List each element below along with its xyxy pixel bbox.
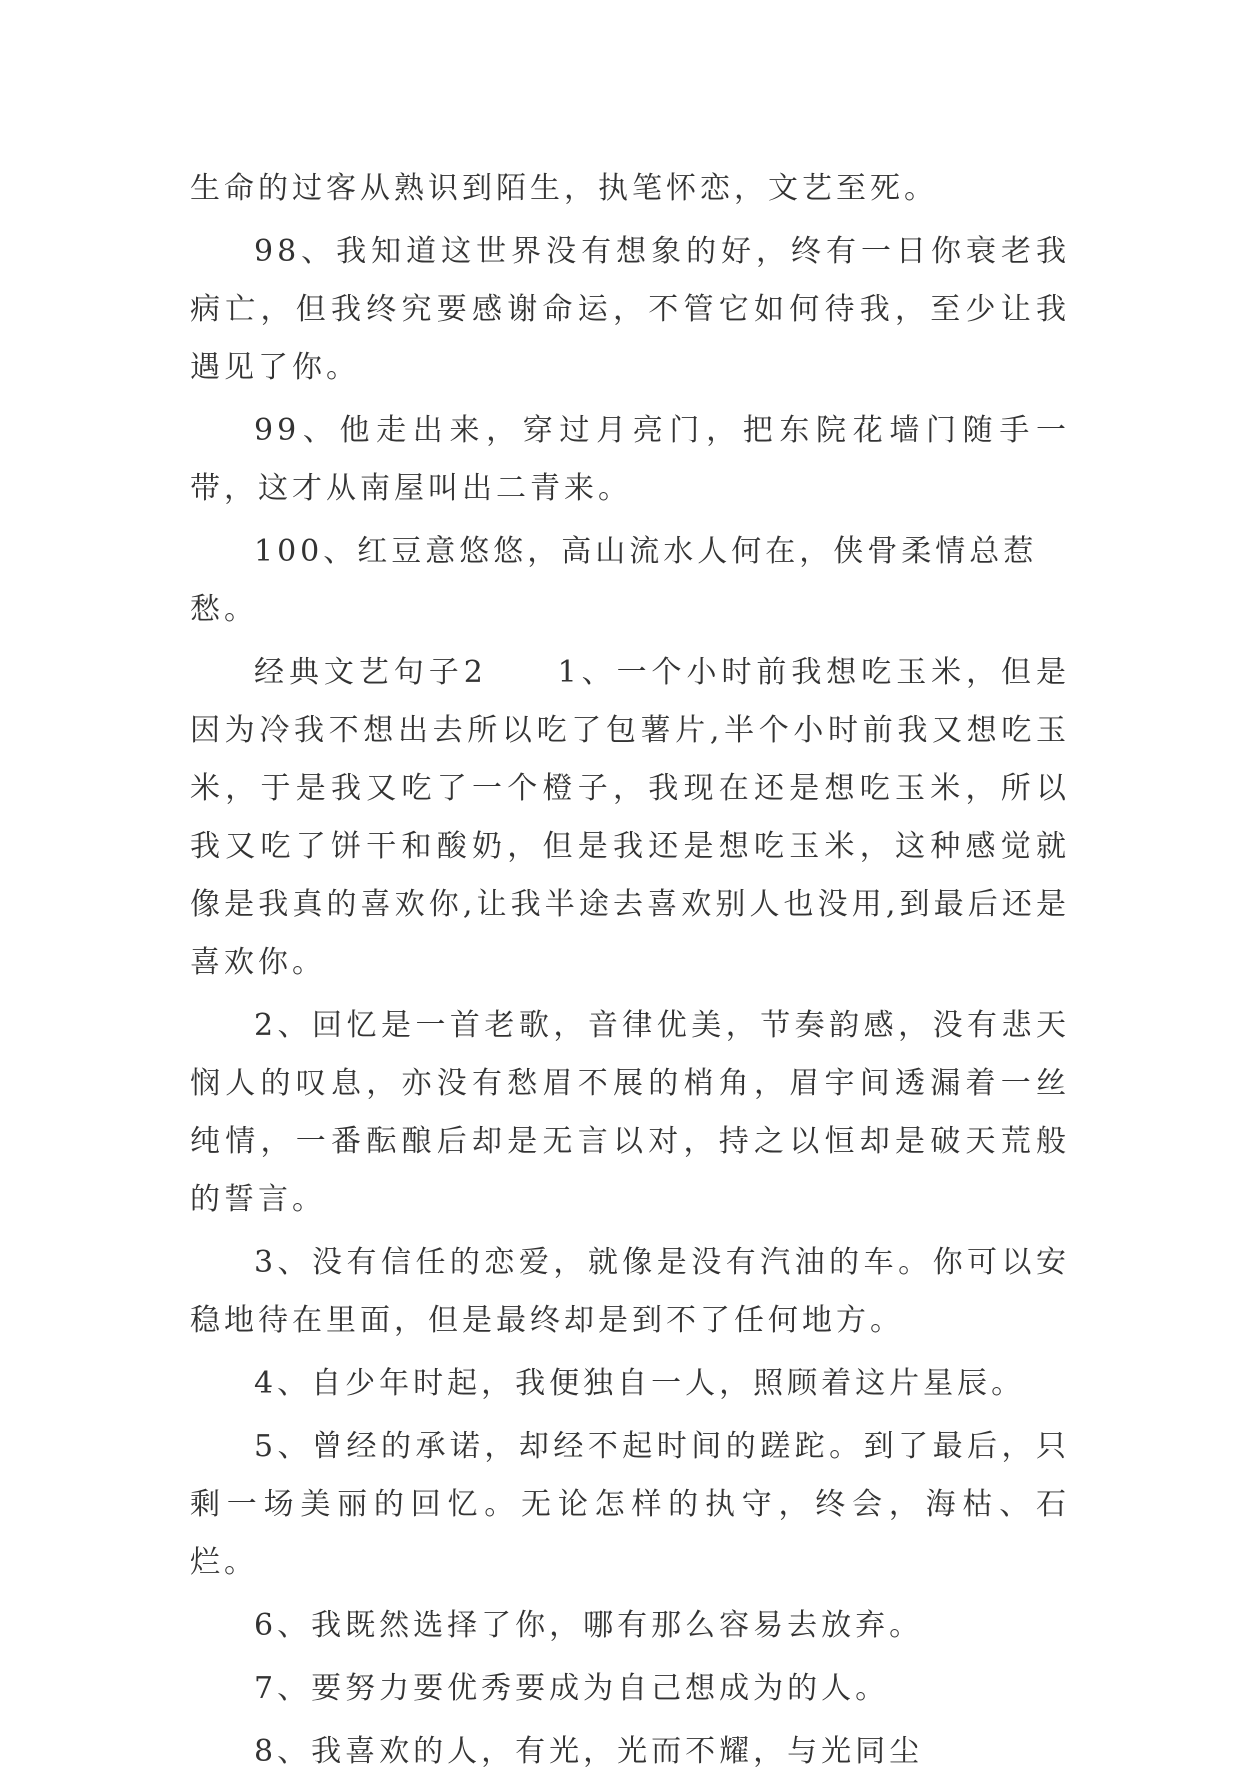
paragraph-continuation: 生命的过客从熟识到陌生，执笔怀恋，文艺至死。 (190, 171, 938, 206)
paragraph-item-6: 6、我既然选择了你，哪有那么容易去放弃。 (254, 1608, 924, 1643)
paragraph-section-heading-item-1: 经典文艺句子2 1、一个小时前我想吃玉米，但是因为冷我不想出去所以吃了包薯片,半个小时前我又想吃玉米，于是我又吃了一个橙子，我现在还是想吃玉米，所以我又吃了饼干和酸奶，但是我还是想吃玉米，这种感觉就像是我真的喜欢你,让我半途去喜欢别人也没用,到最后还是喜欢你。 (190, 655, 1070, 980)
paragraph-item-3: 3、没有信任的恋爱，就像是没有汽油的车。你可以安稳地待在里面，但是最终却是到不了任何地方。 (190, 1245, 1070, 1338)
paragraph-item-100: 100、红豆意悠悠，高山流水人何在，侠骨柔情总惹愁。 (190, 534, 1038, 627)
paragraph-item-7: 7、要努力要优秀要成为自己想成为的人。 (254, 1671, 890, 1706)
paragraph-item-8: 8、我喜欢的人，有光，光而不耀，与光同尘 (254, 1734, 924, 1769)
paragraph-item-99: 99、他走出来，穿过月亮门，把东院花墙门随手一带，这才从南屋叫出二青来。 (190, 413, 1070, 506)
paragraph-item-2: 2、回忆是一首老歌，音律优美，节奏韵感，没有悲天悯人的叹息，亦没有愁眉不展的梢角，眉宇间透漏着一丝纯情，一番酝酿后却是无言以对，持之以恒却是破天荒般的誓言。 (190, 1008, 1070, 1217)
paragraph-item-4: 4、自少年时起，我便独自一人，照顾着这片星辰。 (254, 1366, 1026, 1401)
paragraph-item-5: 5、曾经的承诺，却经不起时间的蹉跎。到了最后，只剩一场美丽的回忆。无论怎样的执守，终会，海枯、石烂。 (190, 1429, 1070, 1580)
paragraph-item-98: 98、我知道这世界没有想象的好，终有一日你衰老我病亡，但我终究要感谢命运，不管它如何待我，至少让我遇见了你。 (190, 234, 1070, 385)
document-body (190, 160, 1070, 1786)
